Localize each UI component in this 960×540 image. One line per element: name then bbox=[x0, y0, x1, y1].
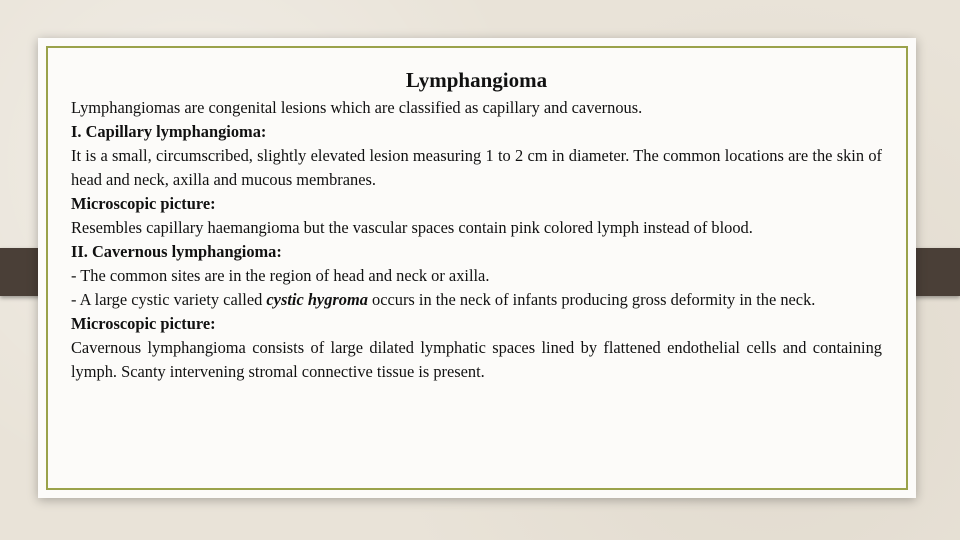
slide-content bbox=[71, 66, 882, 384]
section1-heading: I. Capillary lymphangioma: bbox=[71, 122, 267, 141]
section2-line2 bbox=[71, 288, 882, 312]
section2-line1: - The common sites are in the region of head and neck or axilla. bbox=[71, 266, 490, 285]
section1-micro-heading: Microscopic picture: bbox=[71, 194, 216, 213]
slide-title: Lymphangioma bbox=[405, 68, 548, 92]
section2-line2-post: occurs in the neck of infants producing gross deformity in the neck. bbox=[367, 290, 816, 309]
section2-micro-text: Cavernous lymphangioma consists of large dilated lymphatic spaces lined by flattened endothelial cells and containing lymph. Scanty intervening stromal connective tissue is present. bbox=[71, 338, 882, 381]
intro-text: Lymphangiomas are congenital lesions which are classified as capillary and cavernous. bbox=[71, 98, 643, 117]
section1-text: It is a small, circumscribed, slightly elevated lesion measuring 1 to 2 cm in diameter. The common locations are the skin of head and neck, axilla and mucous membranes. bbox=[71, 146, 882, 189]
section1-micro-text: Resembles capillary haemangioma but the vascular spaces contain pink colored lymph instead of blood. bbox=[71, 218, 753, 237]
section2-line2-pre: - A large cystic variety called bbox=[71, 290, 267, 309]
content-card bbox=[38, 38, 916, 498]
section2-heading: II. Cavernous lymphangioma: bbox=[71, 242, 282, 261]
cystic-hygroma-term: cystic hygroma bbox=[266, 290, 368, 309]
section2-micro-heading: Microscopic picture: bbox=[71, 314, 216, 333]
